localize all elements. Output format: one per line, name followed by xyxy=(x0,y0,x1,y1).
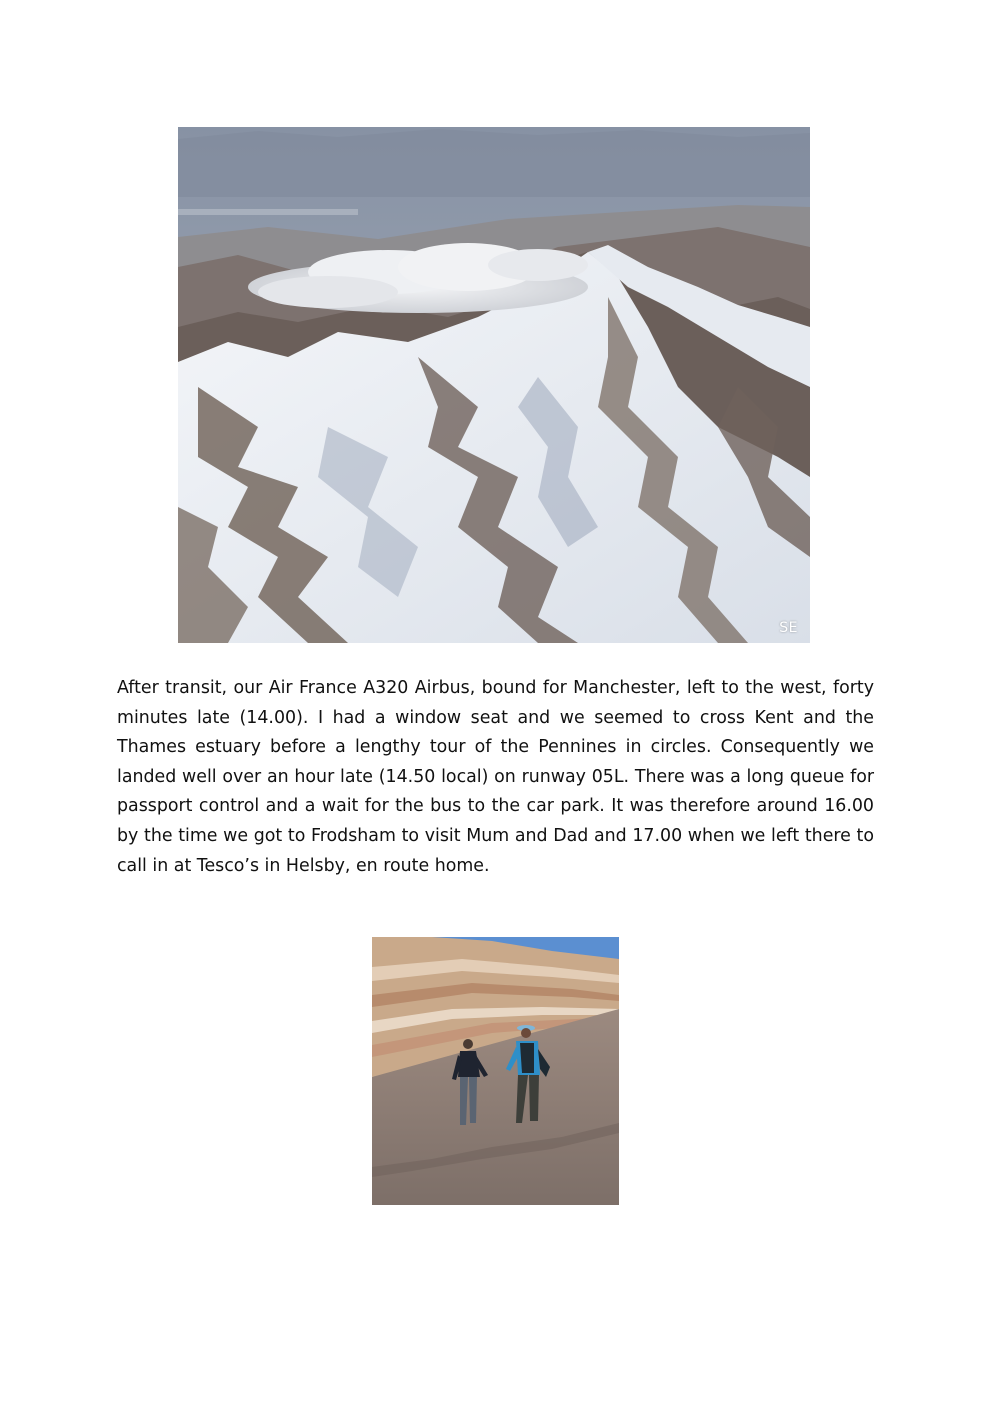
dune-photo xyxy=(372,937,619,1205)
dune-photo-illustration xyxy=(372,937,619,1205)
photo-watermark: SE xyxy=(779,620,798,636)
body-paragraph: After transit, our Air France A320 Airbus, bound for Manchester, left to the west, forty minutes late (14.00). I had a window seat and we seemed to cross Kent and the Thames estuary before a lengthy tour of the Pennines in circles. Consequently we landed well over an hour late (14.50 local) on runway 05L. There was a long queue for passport control and a wait for the bus to the car park. It was therefore around 16.00 by the time we got to Frodsham to visit Mum and Dad and 17.00 when we left there to call in at Tesco’s in Helsby, en route home. xyxy=(117,678,874,876)
mountain-photo xyxy=(178,127,810,643)
mountain-photo-illustration xyxy=(178,127,810,643)
